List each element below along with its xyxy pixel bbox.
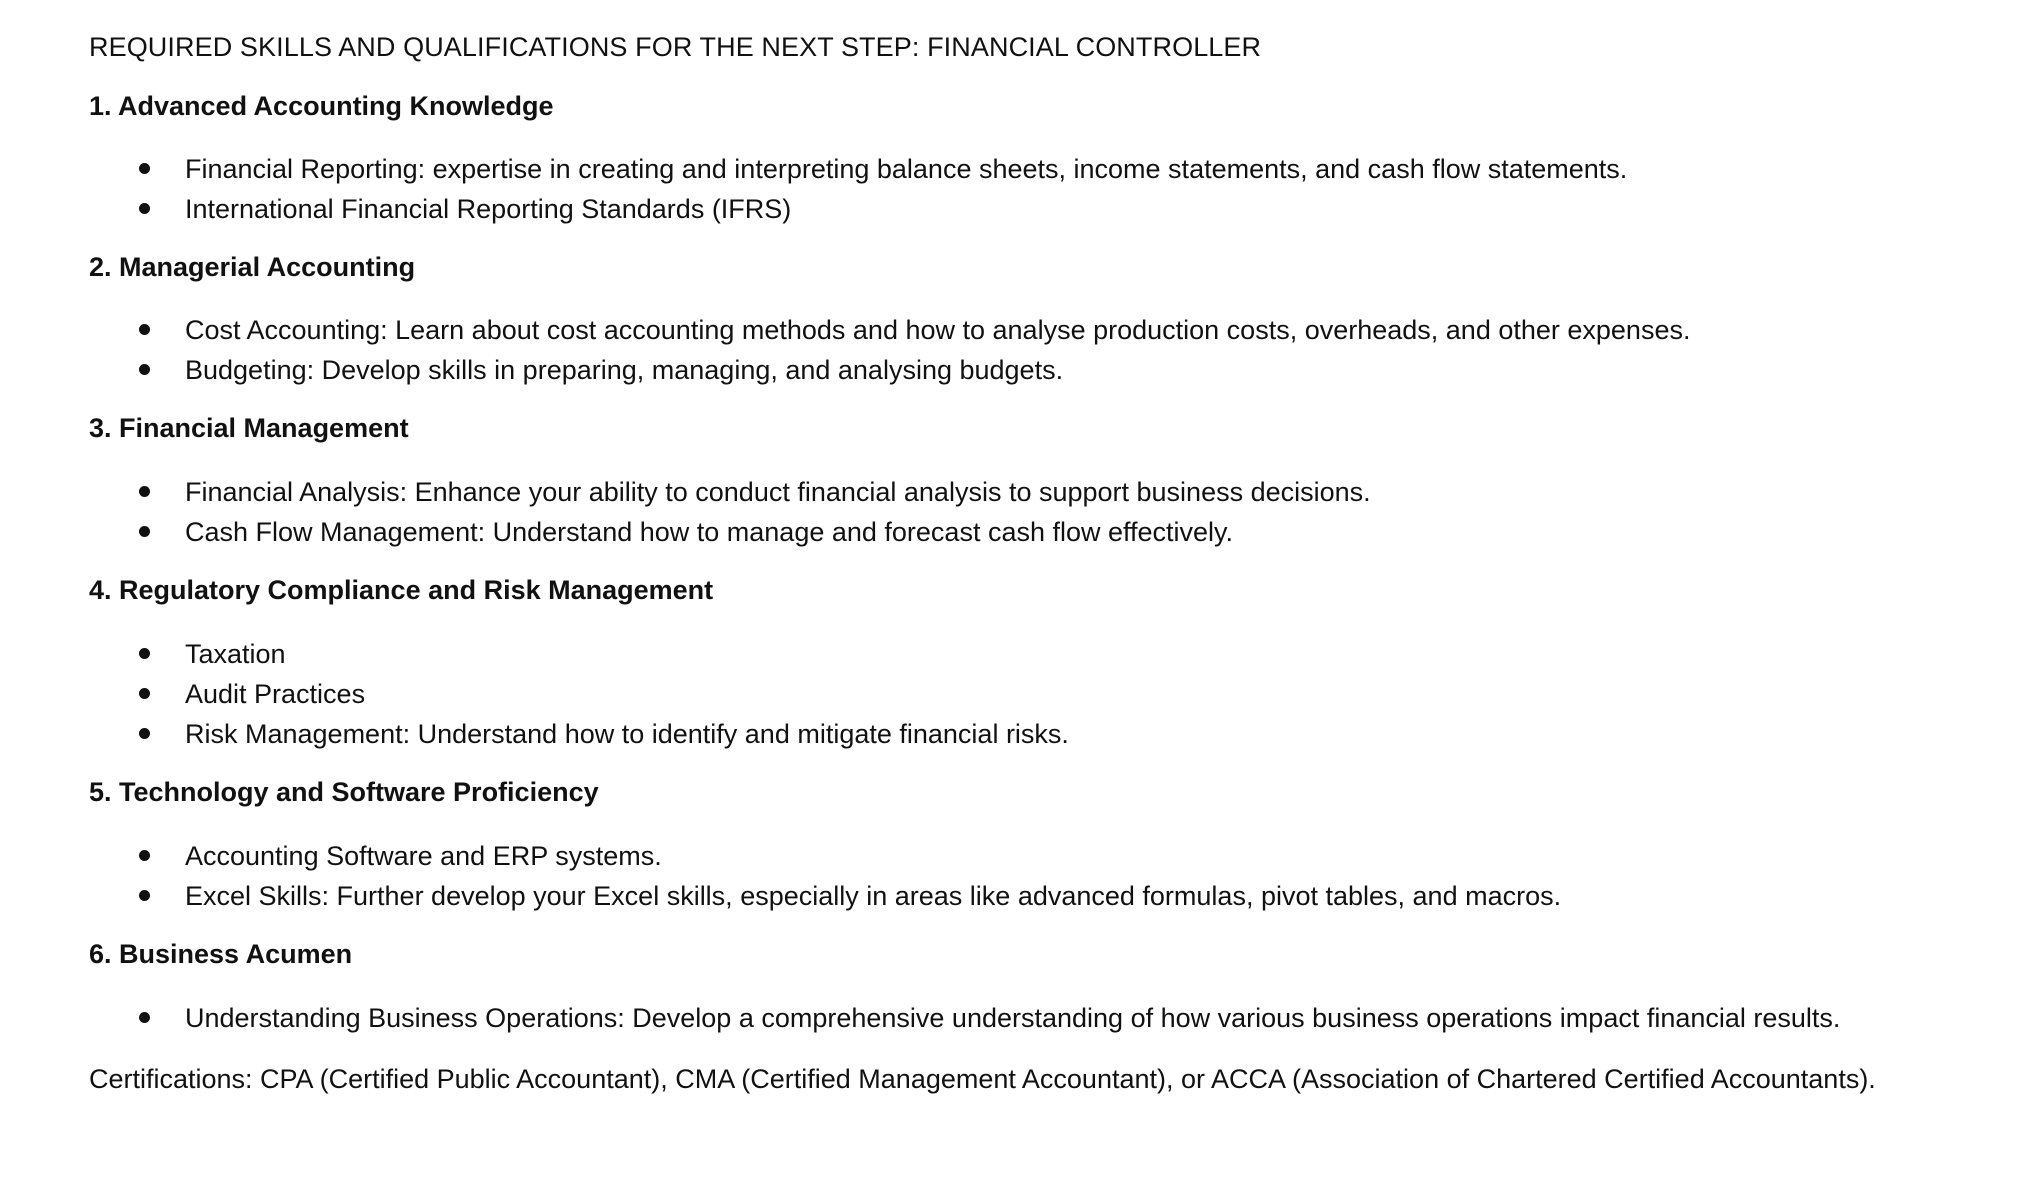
section-heading: 3. Financial Management bbox=[89, 413, 409, 443]
list-item-text: Audit Practices bbox=[185, 679, 366, 709]
bullet-icon bbox=[139, 163, 150, 174]
bullet-icon bbox=[139, 648, 150, 659]
section-heading: 6. Business Acumen bbox=[89, 939, 353, 969]
list-item-text: Understanding Business Operations: Develop a comprehensive understanding of how various business operations impact financial results. bbox=[185, 1003, 1841, 1033]
list-item-text: Budgeting: Develop skills in preparing, managing, and analysing budgets. bbox=[185, 355, 1064, 385]
list-item-text: Risk Management: Understand how to identify and mitigate financial risks. bbox=[185, 719, 1069, 749]
bullet-icon bbox=[139, 850, 150, 861]
bullet-icon bbox=[139, 203, 150, 214]
bullet-icon bbox=[139, 728, 150, 739]
bullet-icon bbox=[139, 1012, 150, 1023]
list-item-text: Taxation bbox=[185, 639, 286, 669]
certifications-text: Certifications: CPA (Certified Public Accountant), CMA (Certified Management Accountant), or ACCA (Association of Chartered Certified Accountants). bbox=[89, 1064, 1876, 1094]
section-heading: 4. Regulatory Compliance and Risk Management bbox=[89, 575, 714, 605]
list-item-text: Cash Flow Management: Understand how to manage and forecast cash flow effectively. bbox=[185, 517, 1234, 547]
document-title: REQUIRED SKILLS AND QUALIFICATIONS FOR THE NEXT STEP: FINANCIAL CONTROLLER bbox=[89, 32, 1262, 62]
bullet-icon bbox=[139, 486, 150, 497]
list-item-text: Financial Analysis: Enhance your ability to conduct financial analysis to support business decisions. bbox=[185, 477, 1371, 507]
list-item-text: Cost Accounting: Learn about cost accounting methods and how to analyse production costs, overheads, and other expenses. bbox=[185, 315, 1691, 345]
section-heading: 1. Advanced Accounting Knowledge bbox=[89, 91, 554, 121]
list-item-text: Excel Skills: Further develop your Excel skills, especially in areas like advanced formulas, pivot tables, and macros. bbox=[185, 881, 1562, 911]
list-item-text: Accounting Software and ERP systems. bbox=[185, 841, 662, 871]
bullet-icon bbox=[139, 890, 150, 901]
section-heading: 5. Technology and Software Proficiency bbox=[89, 777, 599, 807]
bullet-icon bbox=[139, 324, 150, 335]
list-item-text: International Financial Reporting Standards (IFRS) bbox=[185, 194, 792, 224]
list-item-text: Financial Reporting: expertise in creating and interpreting balance sheets, income statements, and cash flow statements. bbox=[185, 154, 1628, 184]
section-heading: 2. Managerial Accounting bbox=[89, 252, 416, 282]
bullet-icon bbox=[139, 688, 150, 699]
bullet-icon bbox=[139, 526, 150, 537]
bullet-icon bbox=[139, 364, 150, 375]
